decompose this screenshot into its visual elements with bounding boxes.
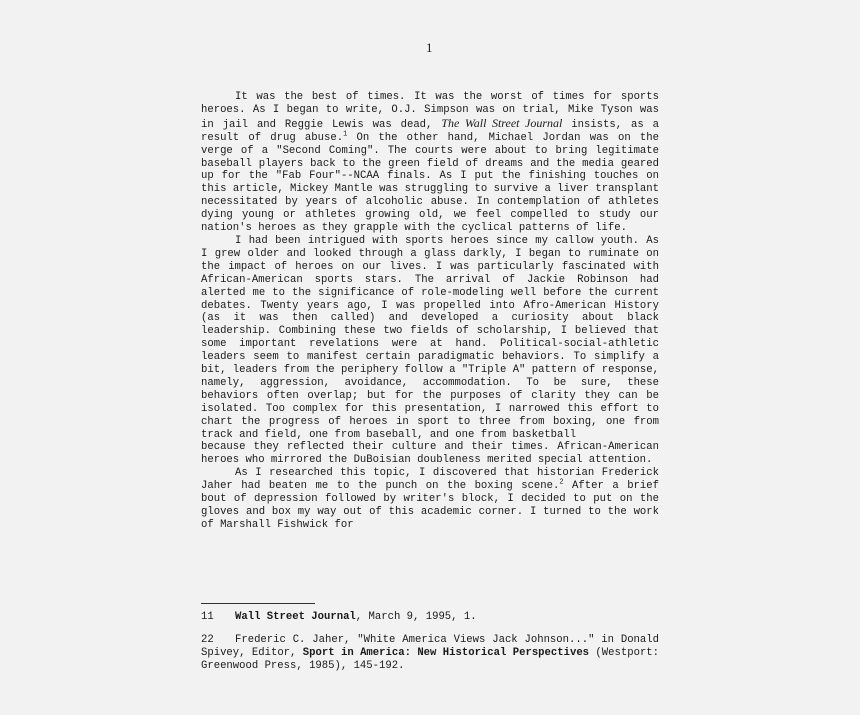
text-run: I had been intrigued with sports heroes since my callow youth. As I grew older and looked through a glass darkly, I began to ruminate on the impact of heroes on our lives. I was particularly fascinated with African-American sports stars. The arrival of Jackie Robinson had alerted me to the significance of role-modeling well before the current debates. Twenty years ago, I was propelled into Afro-American History (as it was then called) and developed a curiosity about black leadership. Combining these two fields of scholarship, I believed that some important revelations were at hand. Political-social-athletic leaders seem to manifest certain paradigmatic behaviors. To simplify a bit, leaders from the periphery follow a "Triple A" pattern of response, namely, aggression, avoidance, accommodation. To be sure, these behaviors often overlap; but for the purposes of clarity they can be isolated. Too complex for this presentation, I narrowed this effort to chart the progress of heroes in sport to three from boxing, one from track and field, one from baseball, and one from basketball [201, 234, 659, 441]
text-run: After a brief bout of depression followed by writer's block, I decided to put on the gloves and box my way out of this academic corner. I turned to the work of Marshall Fishwick for [201, 480, 659, 531]
text-run: As I researched this topic, I discovered that historian Frederick Jaher had beaten me to the punch on the boxing scene. [201, 467, 659, 493]
text-run: insists, as a result of drug abuse. [201, 118, 659, 144]
footnote-number: 22 [201, 634, 214, 646]
footnote-number: 11 [201, 611, 214, 623]
publication-title: The Wall Street Journal [441, 115, 563, 130]
publication-title: Sport in America: New Historical Perspectives [302, 647, 590, 659]
paragraph [201, 467, 659, 532]
text-run: because they reflected their culture and their times. African-American heroes who mirrored the DuBoisian doubleness merited special attention. [201, 441, 659, 467]
footnotes [201, 611, 659, 683]
text-run: Frederic C. Jaher, "White America Views Jack Johnson..." in Donald Spivey, Editor, [201, 634, 659, 659]
text-run: It was the best of times. It was the worst of times for sports heroes. As I began to write, O.J. Simpson was on trial, Mike Tyson was in jail and Reggie Lewis was dead, [201, 91, 659, 131]
footnote-divider [201, 603, 315, 604]
paragraph [201, 235, 659, 442]
text-run: (Westport: Greenwood Press, 1985), 145-192. [201, 647, 660, 672]
text-run: , March 9, 1995, 1. [355, 611, 477, 623]
footnote-marker[interactable]: 1 [343, 130, 348, 139]
footnote-marker[interactable]: 2 [559, 478, 564, 487]
body-text [201, 91, 659, 532]
paragraph [201, 91, 659, 235]
footnote [201, 634, 659, 673]
page-number: 1 [426, 40, 433, 55]
publication-title: Wall Street Journal [235, 611, 356, 623]
footnote [201, 611, 659, 624]
text-run: On the other hand, Michael Jordan was on the verge of a "Second Coming". The courts were about to bring legitimate baseball players back to the green field of dreams and the media geared up for the "Fab Four"--NCAA finals. As I put the finishing touches on this article, Mickey Mantle was struggling to survive a liver transplant necessitated by years of alcoholic abuse. In contemplation of athletes dying young or athletes growing old, we feel compelled to study our nation's heroes as they grapple with the cyclical patterns of life. [201, 131, 659, 235]
paragraph [201, 441, 659, 467]
